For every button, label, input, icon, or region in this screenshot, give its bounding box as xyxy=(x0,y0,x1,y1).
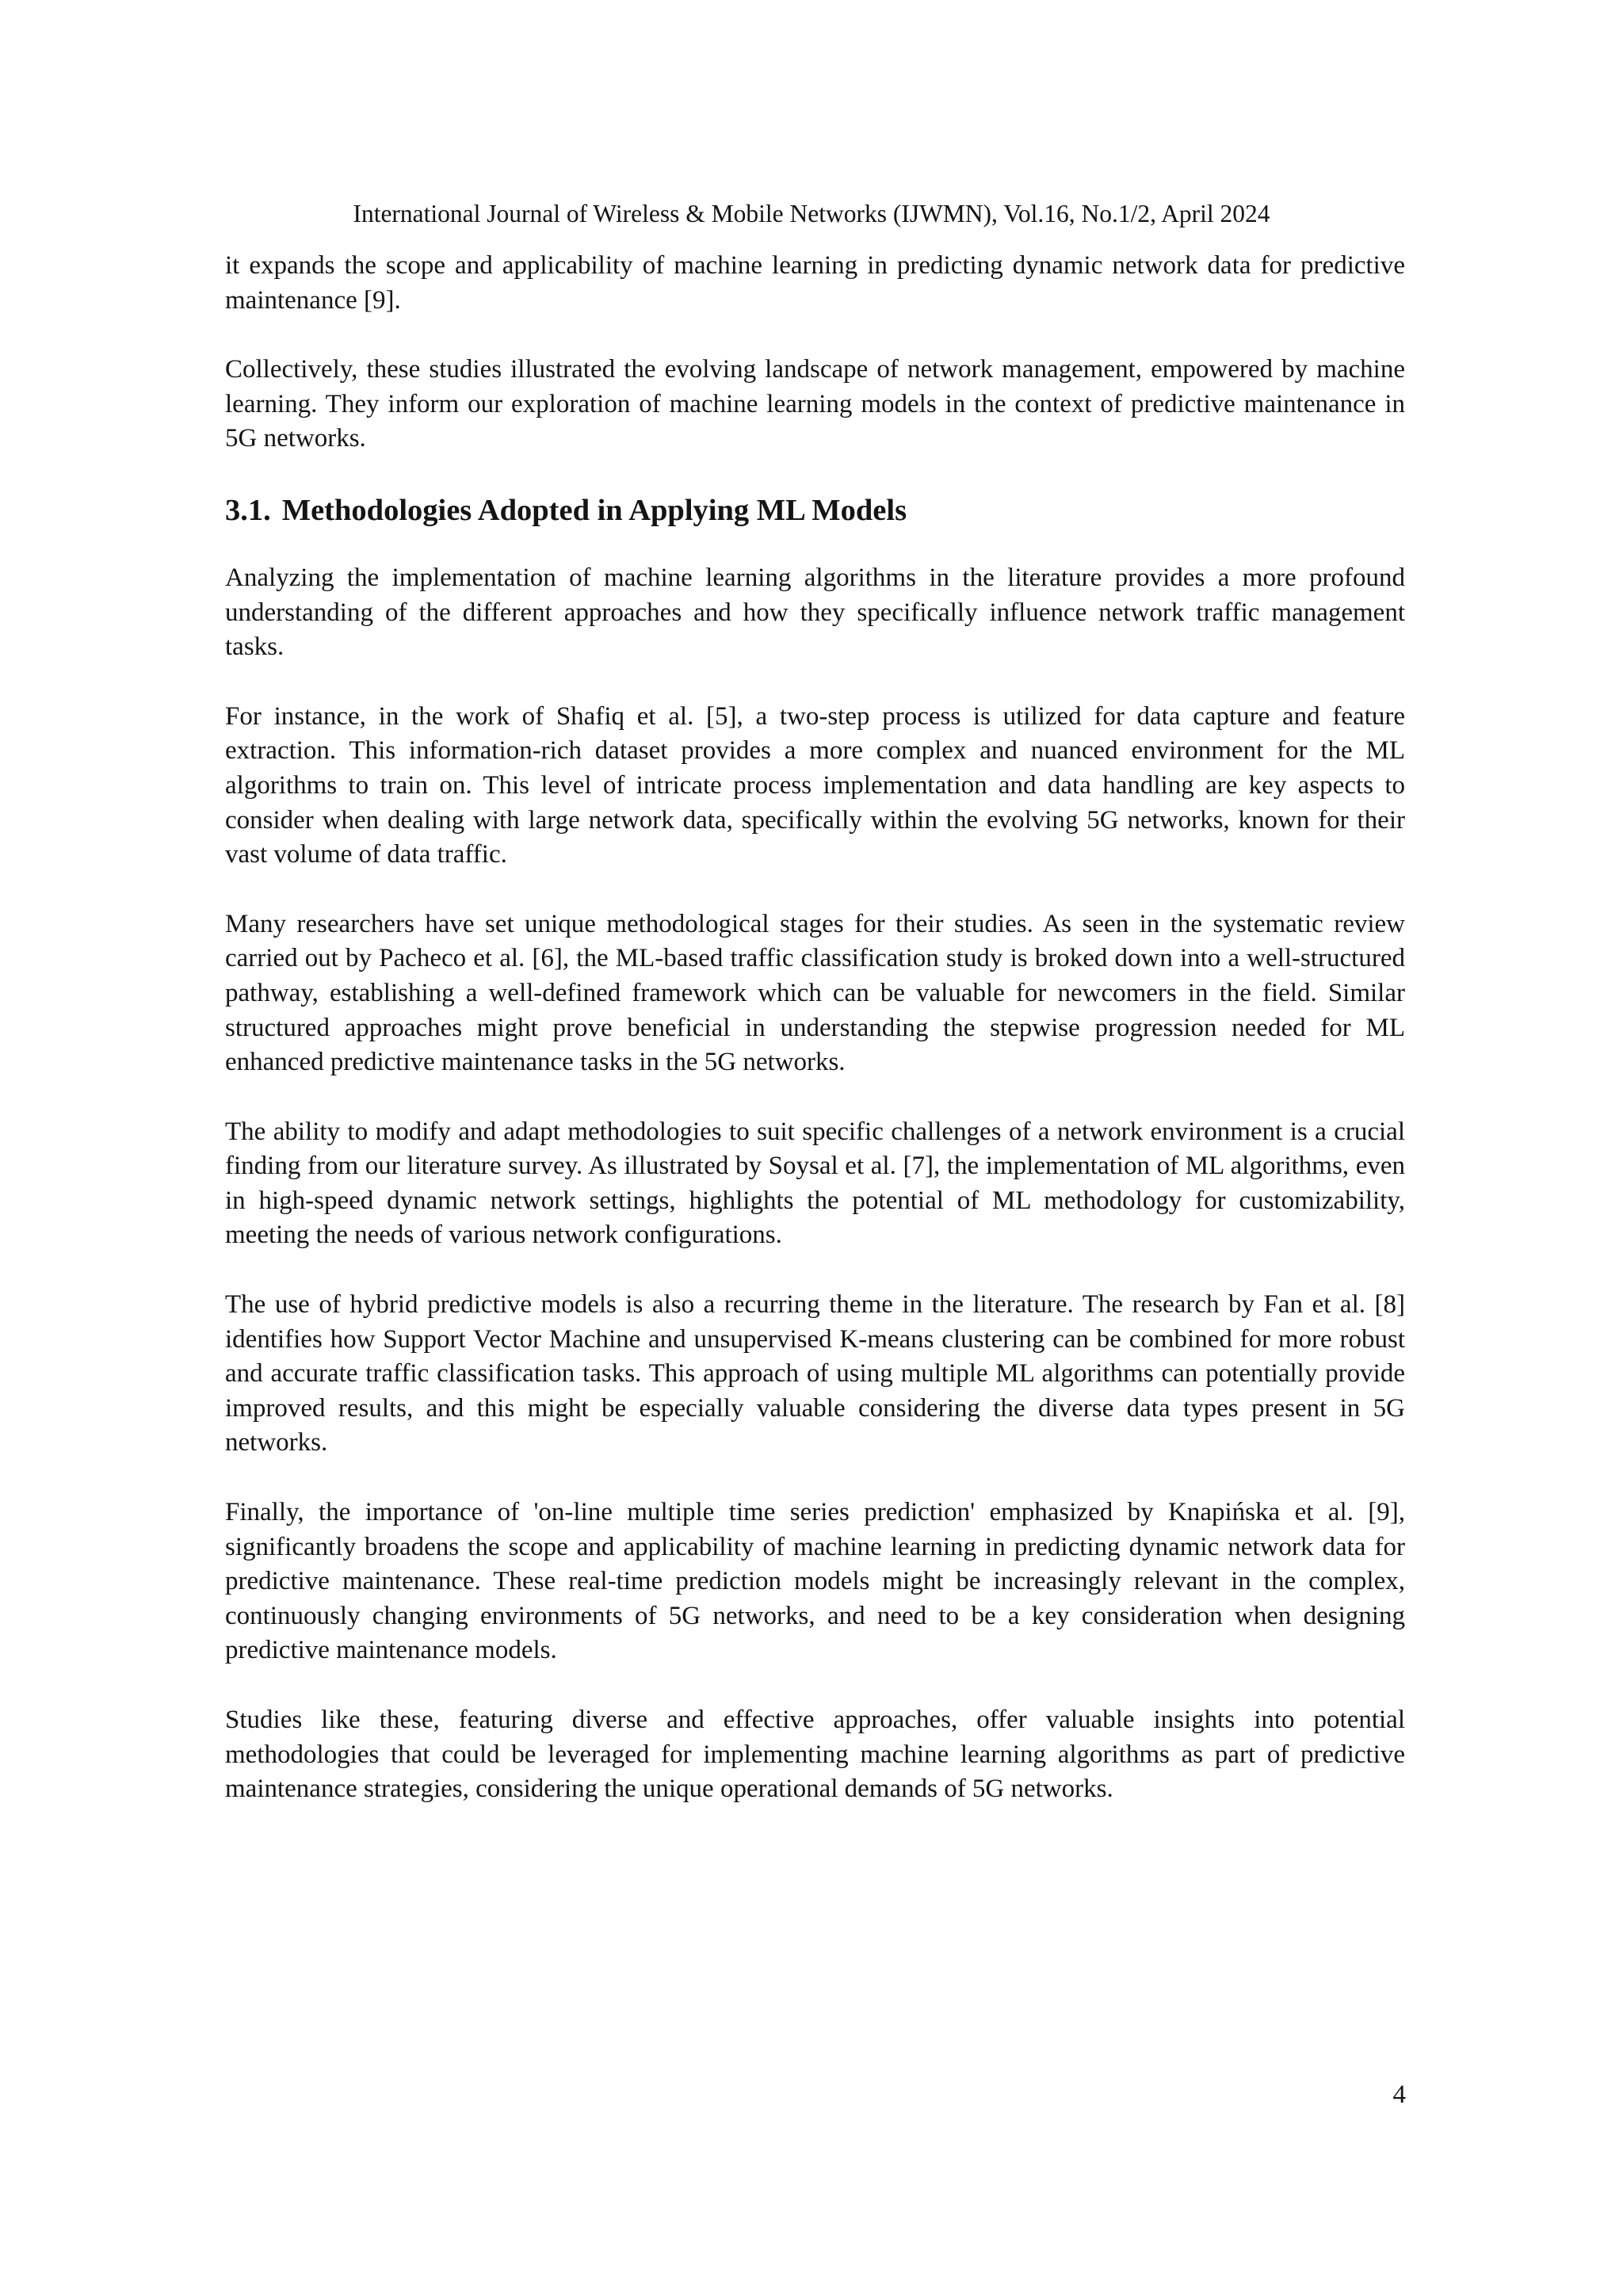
section-title: Methodologies Adopted in Applying ML Models xyxy=(281,493,907,527)
paragraph-continued: it expands the scope and applicability of machine learning in predicting dynamic network data for predictive maintenance [9]. xyxy=(225,251,1405,315)
paragraph-analyzing: Analyzing the implementation of machine learning algorithms in the literature provides a more profound understanding of the different approaches and how they specifically influence network traffic management tasks. xyxy=(225,563,1405,662)
section-number: 3.1. xyxy=(225,493,271,527)
paragraph-collectively: Collectively, these studies illustrated the evolving landscape of network management, empowered by machine learning. They inform our exploration of machine learning models in the context of predictive maintenance in 5G networks. xyxy=(225,355,1405,453)
page-number: 4 xyxy=(1392,2080,1406,2109)
paragraph-soysal: The ability to modify and adapt methodologies to suit specific challenges of a network environment is a crucial finding from our literature survey. As illustrated by Soysal et al. [7], the implementation of ML algorithms, even in high-speed dynamic network settings, highlights the potential of ML methodology for customizability, meeting the needs of various network configurations. xyxy=(225,1117,1405,1250)
paragraph-knapinska: Finally, the importance of 'on-line multiple time series prediction' emphasized by Knapińska et al. [9], significantly broadens the scope and applicability of machine learning in predicting dynamic network data for predictive maintenance. These real-time prediction models might be increasingly relevant in the complex, continuously changing environments of 5G networks, and need to be a key consideration when designing predictive maintenance models. xyxy=(225,1498,1405,1665)
paragraph-pacheco: Many researchers have set unique methodological stages for their studies. As seen in the systematic review carried out by Pacheco et al. [6], the ML-based traffic classification study is broked down into a well-structured pathway, establishing a well-defined framework which can be valuable for newcomers in the field. Similar structured approaches might prove beneficial in understanding the stepwise progression needed for ML enhanced predictive maintenance tasks in the 5G networks. xyxy=(225,909,1405,1077)
paragraph-shafiq: For instance, in the work of Shafiq et al. [5], a two-step process is utilized for data capture and feature extraction. This information-rich dataset provides a more complex and nuanced environment for the ML algorithms to train on. This level of intricate process implementation and data handling are key aspects to consider when dealing with large network data, specifically within the evolving 5G networks, known for their vast volume of data traffic. xyxy=(225,701,1405,869)
paragraph-studies: Studies like these, featuring diverse and effective approaches, offer valuable insights into potential methodologies that could be leveraged for implementing machine learning algorithms as part of predictive maintenance strategies, considering the unique operational demands of 5G networks. xyxy=(225,1706,1405,1804)
paragraph-fan: The use of hybrid predictive models is also a recurring theme in the literature. The research by Fan et al. [8] identifies how Support Vector Machine and unsupervised K-means clustering can be combined for more robust and accurate traffic classification tasks. This approach of using multiple ML algorithms can potentially provide improved results, and this might be especially valuable considering the diverse data types present in 5G networks. xyxy=(225,1290,1405,1457)
section-heading xyxy=(225,491,1405,529)
running-header: International Journal of Wireless & Mobile Networks (IJWMN), Vol.16, No.1/2, April 2024 xyxy=(353,200,1270,227)
body-text xyxy=(225,249,1405,1842)
